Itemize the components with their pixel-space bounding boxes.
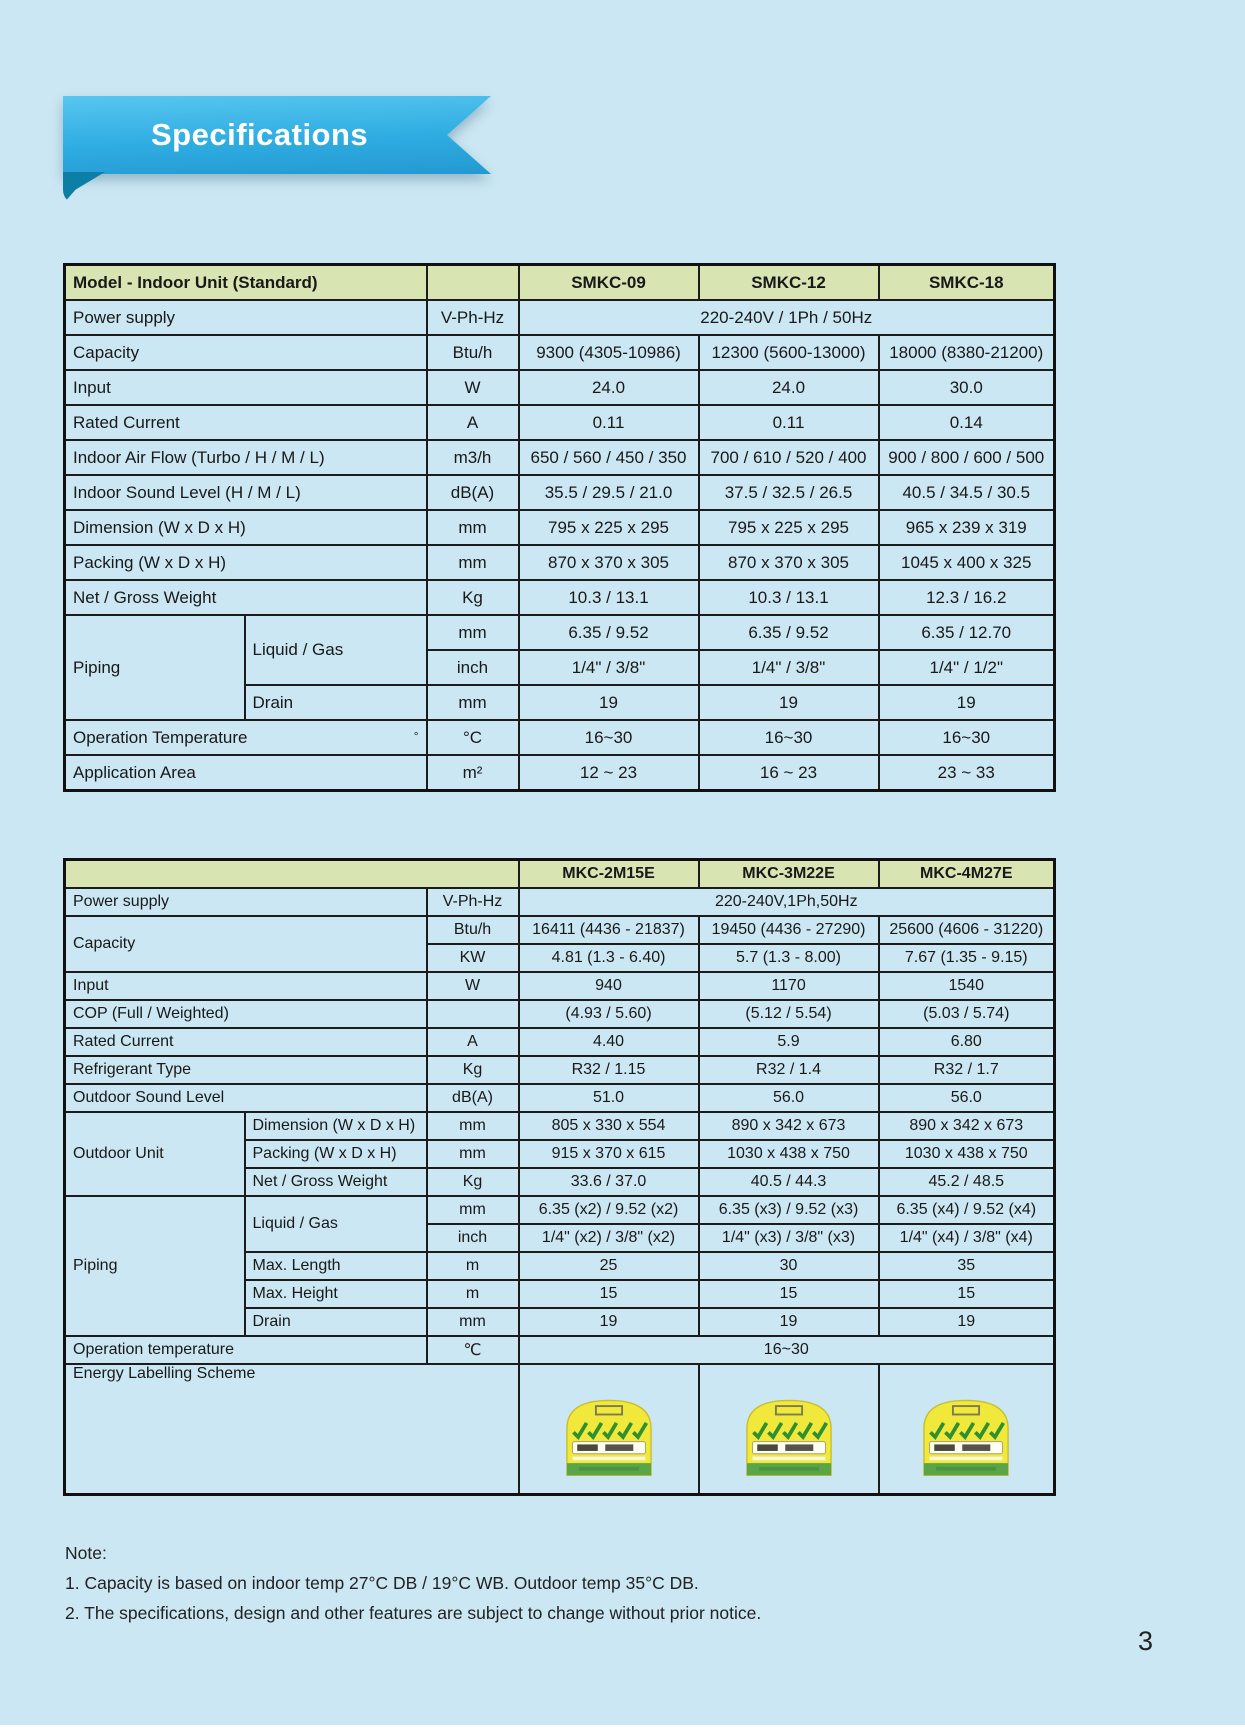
value-cell: 1030 x 438 x 750 <box>879 1140 1055 1168</box>
page-number: 3 <box>1138 1626 1154 1656</box>
value-cell: 6.35 (x3) / 9.52 (x3) <box>699 1196 879 1224</box>
model-header-cell: SMKC-12 <box>699 265 879 301</box>
row-power-supply <box>65 300 1055 335</box>
value-cell: 700 / 610 / 520 / 400 <box>699 440 879 475</box>
row-sound-level <box>65 475 1055 510</box>
model-header-cell: MKC-3M22E <box>699 860 879 889</box>
unit-cell: mm <box>427 1112 519 1140</box>
value-cell: 6.35 / 12.70 <box>879 615 1055 650</box>
value-cell: 16 ~ 23 <box>699 755 879 791</box>
label-cell: Outdoor Sound Level <box>65 1084 427 1112</box>
row-weight <box>65 580 1055 615</box>
label-cell <box>65 720 427 755</box>
value-cell: 15 <box>519 1280 699 1308</box>
value-cell: 1/4" (x4) / 3/8" (x4) <box>879 1224 1055 1252</box>
unit-cell: mm <box>427 545 519 580</box>
specifications-banner <box>63 96 491 174</box>
value-cell: 10.3 / 13.1 <box>519 580 699 615</box>
row-refrigerant <box>65 1056 1055 1084</box>
label-cell: Outdoor Unit <box>65 1112 245 1196</box>
value-cell: 37.5 / 32.5 / 26.5 <box>699 475 879 510</box>
value-cell: R32 / 1.15 <box>519 1056 699 1084</box>
model-header-cell: SMKC-18 <box>879 265 1055 301</box>
unit-cell: Kg <box>427 1168 519 1196</box>
sublabel-cell: Max. Length <box>245 1252 427 1280</box>
label-cell: Indoor Air Flow (Turbo / H / M / L) <box>65 440 427 475</box>
value-cell: (4.93 / 5.60) <box>519 1000 699 1028</box>
label-cell: Piping <box>65 1196 245 1336</box>
sublabel-cell: Net / Gross Weight <box>245 1168 427 1196</box>
model-header-cell: SMKC-09 <box>519 265 699 301</box>
note-line: 1. Capacity is based on indoor temp 27°C DB / 19°C WB. Outdoor temp 35°C DB. <box>65 1573 699 1594</box>
value-cell: 25600 (4606 - 31220) <box>879 916 1055 944</box>
unit-cell: dB(A) <box>427 1084 519 1112</box>
value-cell: 30.0 <box>879 370 1055 405</box>
value-cell: 25 <box>519 1252 699 1280</box>
value-cell: 45.2 / 48.5 <box>879 1168 1055 1196</box>
row-capacity <box>65 335 1055 370</box>
value-cell: 795 x 225 x 295 <box>699 510 879 545</box>
label-cell: Packing (W x D x H) <box>65 545 427 580</box>
value-cell: 16~30 <box>519 720 699 755</box>
value-cell: 4.40 <box>519 1028 699 1056</box>
value-cell: 40.5 / 44.3 <box>699 1168 879 1196</box>
value-cell: 6.35 (x2) / 9.52 (x2) <box>519 1196 699 1224</box>
label-cell: Application Area <box>65 755 427 791</box>
sublabel-cell: Max. Height <box>245 1280 427 1308</box>
value-cell: 900 / 800 / 600 / 500 <box>879 440 1055 475</box>
value-cell: 220-240V / 1Ph / 50Hz <box>519 300 1055 335</box>
value-cell: 5.7 (1.3 - 8.00) <box>699 944 879 972</box>
value-cell: 6.80 <box>879 1028 1055 1056</box>
value-cell: 1/4" / 3/8" <box>519 650 699 685</box>
value-cell: 795 x 225 x 295 <box>519 510 699 545</box>
value-cell: 10.3 / 13.1 <box>699 580 879 615</box>
value-cell: 23 ~ 33 <box>879 755 1055 791</box>
row-packing <box>65 545 1055 580</box>
row-power-supply <box>65 888 1055 916</box>
sublabel-cell: Liquid / Gas <box>245 1196 427 1252</box>
energy-label-icon <box>919 1393 1013 1479</box>
unit-cell: m² <box>427 755 519 791</box>
energy-label-cell <box>519 1364 699 1495</box>
value-cell: 1/4" (x3) / 3/8" (x3) <box>699 1224 879 1252</box>
value-cell: 15 <box>879 1280 1055 1308</box>
value-cell: 15 <box>699 1280 879 1308</box>
value-cell: 6.35 (x4) / 9.52 (x4) <box>879 1196 1055 1224</box>
value-cell: R32 / 1.7 <box>879 1056 1055 1084</box>
value-cell: 1/4" (x2) / 3/8" (x2) <box>519 1224 699 1252</box>
unit-cell: V-Ph-Hz <box>427 300 519 335</box>
table-title-cell: Model - Indoor Unit (Standard) <box>65 265 427 301</box>
unit-cell: m <box>427 1280 519 1308</box>
value-cell: 19 <box>699 685 879 720</box>
value-cell: 890 x 342 x 673 <box>699 1112 879 1140</box>
row-energy-labelling <box>65 1364 1055 1495</box>
value-cell: 1/4" / 1/2" <box>879 650 1055 685</box>
row-outdoor-sound <box>65 1084 1055 1112</box>
unit-cell: KW <box>427 944 519 972</box>
value-cell: 19 <box>879 1308 1055 1336</box>
sublabel-cell: Dimension (W x D x H) <box>245 1112 427 1140</box>
unit-cell <box>427 1000 519 1028</box>
value-cell: 30 <box>699 1252 879 1280</box>
value-cell: 16~30 <box>699 720 879 755</box>
label-cell: Net / Gross Weight <box>65 580 427 615</box>
unit-cell: A <box>427 1028 519 1056</box>
value-cell: 6.35 / 9.52 <box>699 615 879 650</box>
unit-cell: inch <box>427 1224 519 1252</box>
label-cell: Operation temperature <box>65 1336 427 1364</box>
unit-cell: mm <box>427 1308 519 1336</box>
energy-label-icon <box>742 1393 836 1479</box>
unit-cell: A <box>427 405 519 440</box>
value-cell: 18000 (8380-21200) <box>879 335 1055 370</box>
row-air-flow <box>65 440 1055 475</box>
label-cell: Input <box>65 972 427 1000</box>
label-cell: COP (Full / Weighted) <box>65 1000 427 1028</box>
unit-cell: W <box>427 972 519 1000</box>
value-cell: 19 <box>519 1308 699 1336</box>
value-cell: (5.03 / 5.74) <box>879 1000 1055 1028</box>
label-cell: Energy Labelling Scheme <box>65 1364 519 1495</box>
value-cell: 870 x 370 x 305 <box>699 545 879 580</box>
unit-cell: Kg <box>427 580 519 615</box>
value-cell: 870 x 370 x 305 <box>519 545 699 580</box>
banner-title: Specifications <box>151 117 369 152</box>
table-title-cell <box>65 860 519 889</box>
unit-cell: mm <box>427 615 519 650</box>
value-cell: 35 <box>879 1252 1055 1280</box>
value-cell: 1/4" / 3/8" <box>699 650 879 685</box>
value-cell: 7.67 (1.35 - 9.15) <box>879 944 1055 972</box>
value-cell: 12300 (5600-13000) <box>699 335 879 370</box>
table-header-row <box>65 265 1055 301</box>
degree-mark: ° <box>413 728 419 743</box>
value-cell: 19 <box>519 685 699 720</box>
label-cell: Indoor Sound Level (H / M / L) <box>65 475 427 510</box>
unit-cell: inch <box>427 650 519 685</box>
value-cell: 40.5 / 34.5 / 30.5 <box>879 475 1055 510</box>
value-cell: 12.3 / 16.2 <box>879 580 1055 615</box>
energy-label-icon <box>562 1393 656 1479</box>
value-cell: 19450 (4436 - 27290) <box>699 916 879 944</box>
row-input <box>65 972 1055 1000</box>
value-cell: 35.5 / 29.5 / 21.0 <box>519 475 699 510</box>
model-header-cell: MKC-2M15E <box>519 860 699 889</box>
value-cell: 33.6 / 37.0 <box>519 1168 699 1196</box>
value-cell: 56.0 <box>699 1084 879 1112</box>
row-piping-mm <box>65 1196 1055 1224</box>
value-cell: R32 / 1.4 <box>699 1056 879 1084</box>
value-cell: 0.11 <box>519 405 699 440</box>
label-cell: Rated Current <box>65 1028 427 1056</box>
energy-label-cell <box>879 1364 1055 1495</box>
row-input <box>65 370 1055 405</box>
value-cell: 915 x 370 x 615 <box>519 1140 699 1168</box>
value-cell: 805 x 330 x 554 <box>519 1112 699 1140</box>
value-cell: 16411 (4436 - 21837) <box>519 916 699 944</box>
unit-cell: mm <box>427 1196 519 1224</box>
row-operation-temperature <box>65 720 1055 755</box>
value-cell: 1540 <box>879 972 1055 1000</box>
value-cell: 51.0 <box>519 1084 699 1112</box>
multi-split-table <box>63 858 1056 1496</box>
value-cell: 965 x 239 x 319 <box>879 510 1055 545</box>
row-rated-current <box>65 405 1055 440</box>
label-text: Operation Temperature <box>73 727 248 747</box>
indoor-unit-table <box>63 263 1056 792</box>
note-block <box>65 1538 761 1628</box>
value-cell: 0.14 <box>879 405 1055 440</box>
row-operation-temperature <box>65 1336 1055 1364</box>
unit-cell: ℃ <box>427 1336 519 1364</box>
label-cell: Refrigerant Type <box>65 1056 427 1084</box>
value-cell: 6.35 / 9.52 <box>519 615 699 650</box>
row-outdoor-dimension <box>65 1112 1055 1140</box>
value-cell: 1045 x 400 x 325 <box>879 545 1055 580</box>
label-cell: Power supply <box>65 888 427 916</box>
label-cell: Capacity <box>65 335 427 370</box>
value-cell: 24.0 <box>699 370 879 405</box>
value-cell: 9300 (4305-10986) <box>519 335 699 370</box>
unit-cell: mm <box>427 1140 519 1168</box>
unit-cell: °C <box>427 720 519 755</box>
unit-cell: dB(A) <box>427 475 519 510</box>
value-cell: 0.11 <box>699 405 879 440</box>
table-header-row <box>65 860 1055 889</box>
value-cell: 1030 x 438 x 750 <box>699 1140 879 1168</box>
unit-cell: mm <box>427 510 519 545</box>
value-cell: 19 <box>699 1308 879 1336</box>
row-capacity-btu <box>65 916 1055 944</box>
value-cell: 24.0 <box>519 370 699 405</box>
unit-header-cell <box>427 265 519 301</box>
unit-cell: Btu/h <box>427 335 519 370</box>
bottom-margin-strip <box>0 1725 1245 1733</box>
value-cell: 12 ~ 23 <box>519 755 699 791</box>
model-header-cell: MKC-4M27E <box>879 860 1055 889</box>
label-cell: Capacity <box>65 916 427 972</box>
unit-cell: W <box>427 370 519 405</box>
ribbon-fold <box>63 172 105 204</box>
value-cell: 56.0 <box>879 1084 1055 1112</box>
unit-cell: m <box>427 1252 519 1280</box>
sublabel-cell: Packing (W x D x H) <box>245 1140 427 1168</box>
value-cell: 5.9 <box>699 1028 879 1056</box>
label-cell: Power supply <box>65 300 427 335</box>
label-cell: Rated Current <box>65 405 427 440</box>
unit-cell: mm <box>427 685 519 720</box>
sublabel-cell: Liquid / Gas <box>245 615 427 685</box>
unit-cell: m3/h <box>427 440 519 475</box>
row-dimension <box>65 510 1055 545</box>
value-cell: 220-240V,1Ph,50Hz <box>519 888 1055 916</box>
value-cell: 16~30 <box>519 1336 1055 1364</box>
row-rated-current <box>65 1028 1055 1056</box>
sublabel-cell: Drain <box>245 685 427 720</box>
value-cell: 16~30 <box>879 720 1055 755</box>
row-application-area <box>65 755 1055 791</box>
row-piping-mm <box>65 615 1055 650</box>
unit-cell: V-Ph-Hz <box>427 888 519 916</box>
label-cell: Input <box>65 370 427 405</box>
note-line: 2. The specifications, design and other features are subject to change without prior notice. <box>65 1603 762 1624</box>
value-cell: 650 / 560 / 450 / 350 <box>519 440 699 475</box>
label-cell: Dimension (W x D x H) <box>65 510 427 545</box>
sublabel-cell: Drain <box>245 1308 427 1336</box>
value-cell: 1170 <box>699 972 879 1000</box>
value-cell: 940 <box>519 972 699 1000</box>
row-cop <box>65 1000 1055 1028</box>
unit-cell: Kg <box>427 1056 519 1084</box>
unit-cell: Btu/h <box>427 916 519 944</box>
value-cell: (5.12 / 5.54) <box>699 1000 879 1028</box>
value-cell: 4.81 (1.3 - 6.40) <box>519 944 699 972</box>
energy-label-cell <box>699 1364 879 1495</box>
note-title: Note: <box>65 1543 107 1563</box>
value-cell: 890 x 342 x 673 <box>879 1112 1055 1140</box>
value-cell: 19 <box>879 685 1055 720</box>
label-cell: Piping <box>65 615 245 720</box>
